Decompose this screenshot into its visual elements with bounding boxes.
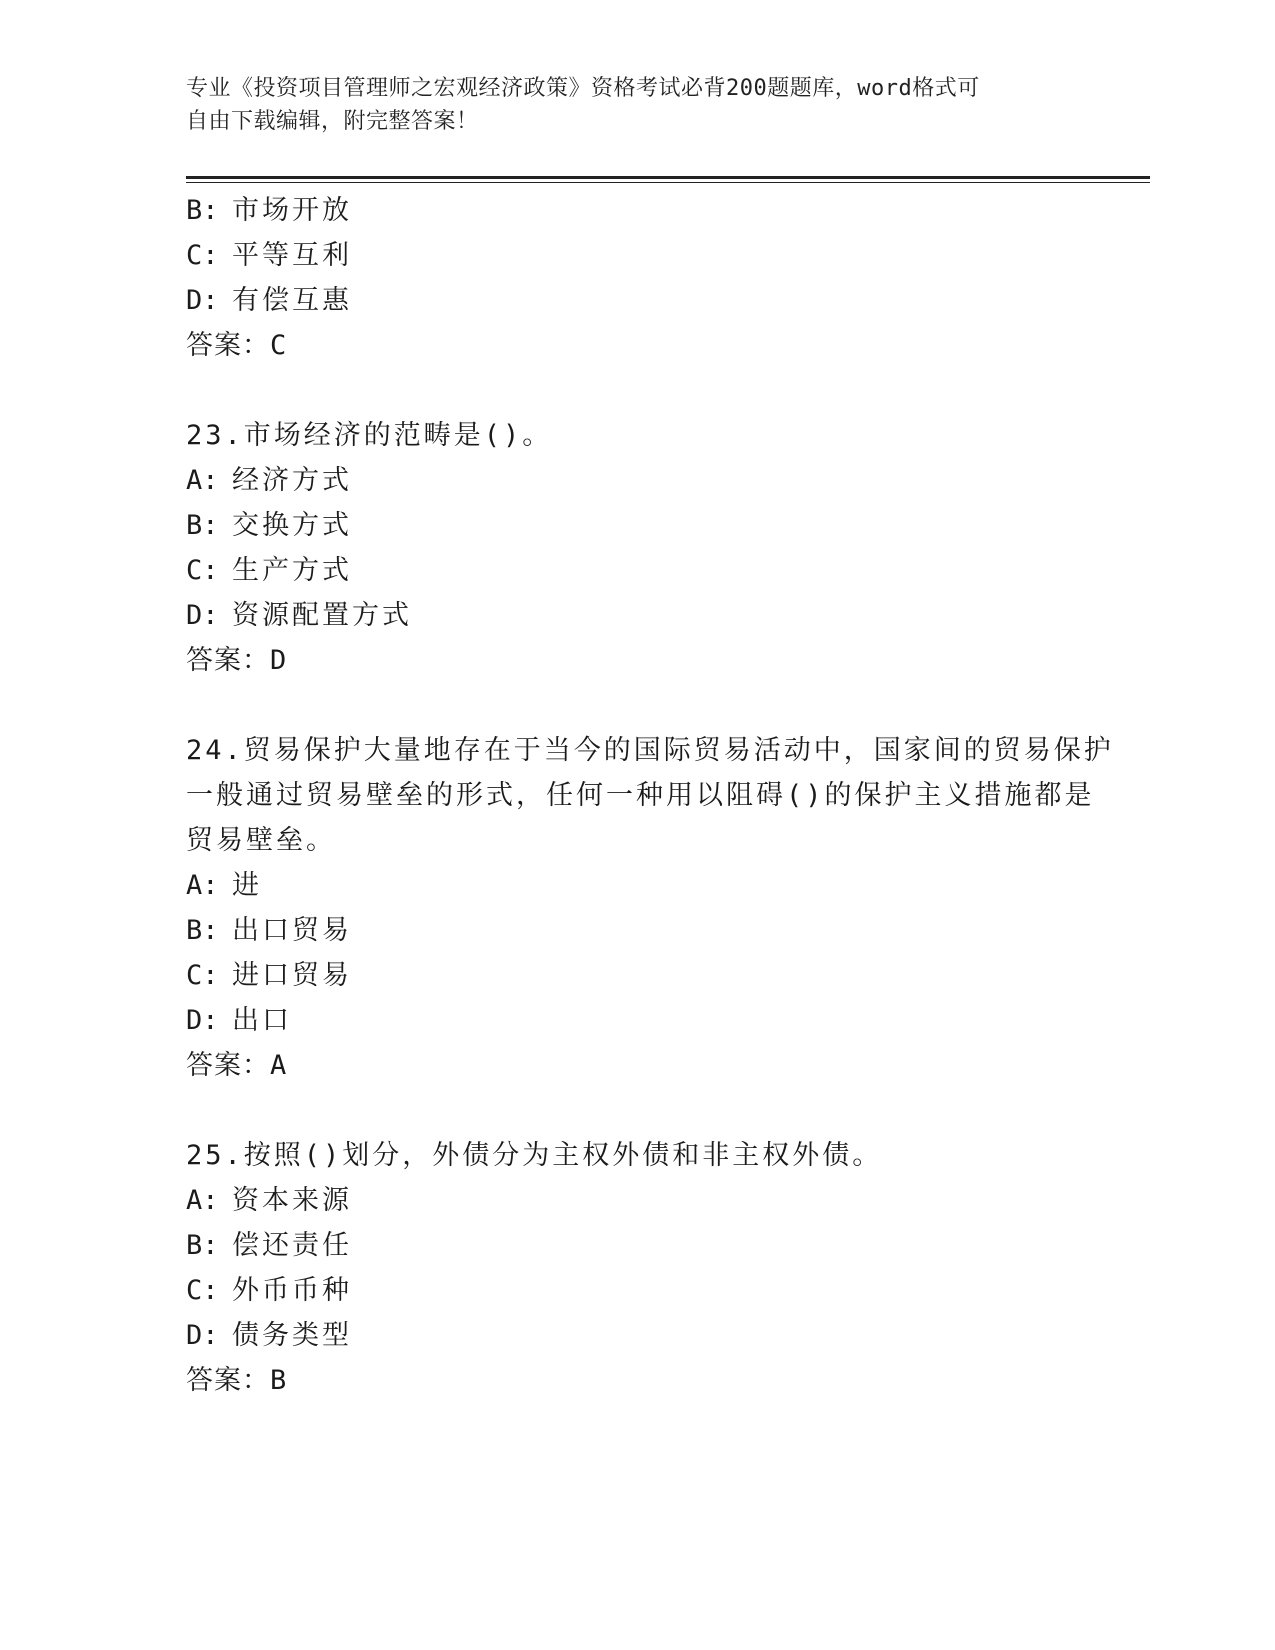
question-list (186, 188, 1114, 1403)
option-a: A: 资本来源 (186, 1185, 352, 1216)
option-a: A: 经济方式 (186, 465, 352, 496)
option-c: C: 进口贸易 (186, 960, 352, 991)
answer-line: 答案：A (186, 1050, 288, 1081)
question-25 (186, 1133, 1086, 1403)
question-text-line-2: 一般通过贸易壁垒的形式，任何一种用以阻碍()的保护主义措施都是 (186, 780, 1095, 811)
page-header (186, 72, 1066, 138)
question-text-line-3: 贸易壁垒。 (186, 825, 336, 856)
header-rule (186, 176, 1150, 183)
option-d: D: 资源配置方式 (186, 600, 412, 631)
question-text: 23.市场经济的范畴是()。 (186, 420, 553, 451)
option-c: C: 外币币种 (186, 1275, 352, 1306)
option-b: B: 出口贸易 (186, 915, 352, 946)
header-line-1: 专业《投资项目管理师之宏观经济政策》资格考试必背200题题库，word格式可 (186, 76, 980, 101)
header-line-2: 自由下载编辑，附完整答案！ (186, 109, 479, 134)
option-b: B: 偿还责任 (186, 1230, 352, 1261)
question-22-partial (186, 188, 1086, 368)
option-d: D: 出口 (186, 1005, 292, 1036)
answer-line: 答案：C (186, 330, 288, 361)
option-b: B: 交换方式 (186, 510, 352, 541)
option-c: C: 平等互利 (186, 240, 352, 271)
answer-line: 答案：B (186, 1365, 288, 1396)
option-d: D: 有偿互惠 (186, 285, 352, 316)
question-24 (186, 728, 1114, 1088)
question-23 (186, 413, 1086, 683)
question-text: 25.按照()划分，外债分为主权外债和非主权外债。 (186, 1140, 883, 1171)
answer-line: 答案：D (186, 645, 288, 676)
option-c: C: 生产方式 (186, 555, 352, 586)
option-b: B: 市场开放 (186, 195, 352, 226)
option-a: A: 进 (186, 870, 262, 901)
option-d: D: 债务类型 (186, 1320, 352, 1351)
question-text-line-1: 24.贸易保护大量地存在于当今的国际贸易活动中，国家间的贸易保护 (186, 735, 1114, 766)
